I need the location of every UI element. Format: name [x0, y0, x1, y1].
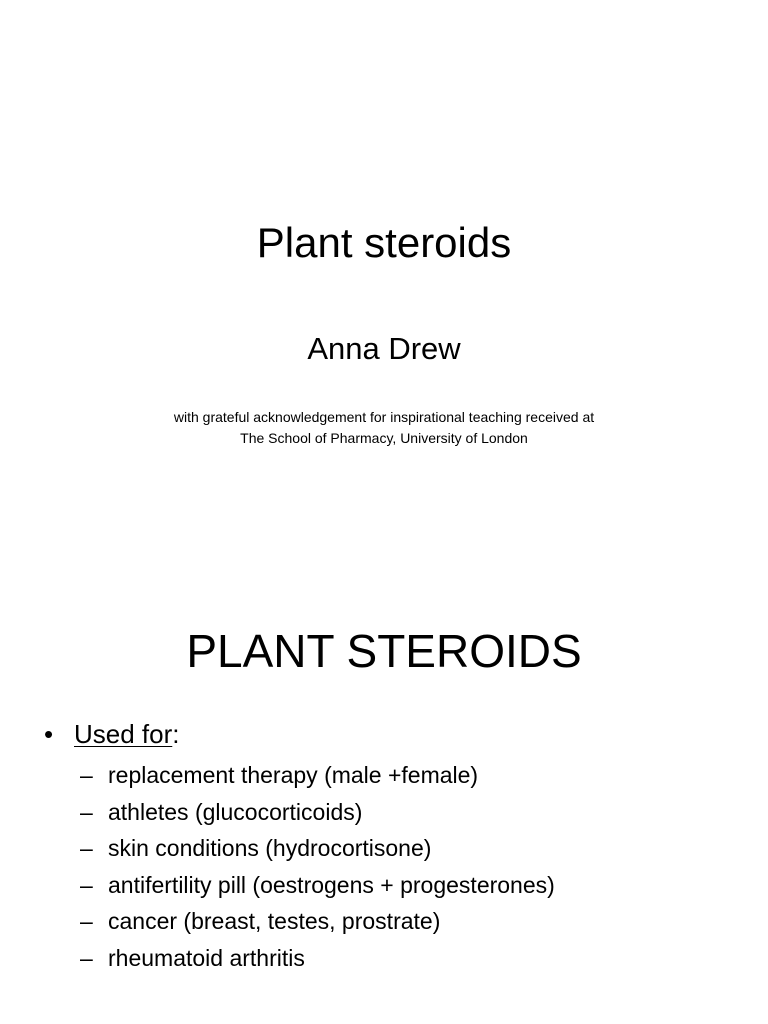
list-item [80, 830, 555, 867]
dash-symbol: – [80, 798, 93, 825]
author-name: Anna Drew [307, 331, 461, 366]
list-item [80, 903, 555, 940]
bullet-colon: : [172, 719, 180, 749]
bullet-label: Used for [74, 719, 173, 749]
dash-symbol: – [80, 871, 93, 898]
bullet-symbol: • [44, 719, 54, 749]
acknowledgement [0, 407, 768, 449]
bullet-used-for [44, 718, 180, 750]
dash-symbol: – [80, 762, 93, 788]
acknowledgement-line-2: The School of Pharmacy, University of London [240, 430, 528, 446]
dash-symbol: – [80, 908, 93, 934]
slide-heading: PLANT STEROIDS [186, 625, 582, 677]
acknowledgement-line-1: with grateful acknowledgement for inspirational teaching received at [173, 409, 595, 425]
content-slide [0, 576, 768, 1024]
slide-title: Plant steroids [256, 219, 512, 266]
list-item-text: antifertility pill (oestrogens + progesterones) [108, 871, 555, 898]
list-item [80, 867, 555, 904]
dash-symbol: – [80, 835, 93, 861]
list-item-text: rheumatoid arthritis [108, 944, 305, 971]
list-item-text: cancer (breast, testes, prostrate) [108, 908, 441, 934]
sub-bullet-list [80, 757, 555, 976]
list-item-text: replacement therapy (male +female) [108, 762, 479, 788]
list-item [80, 940, 555, 977]
list-item-text: athletes (glucocorticoids) [108, 798, 363, 825]
dash-symbol: – [80, 944, 93, 971]
list-item-text: skin conditions (hydrocortisone) [108, 835, 432, 861]
list-item [80, 757, 555, 794]
list-item [80, 794, 555, 831]
